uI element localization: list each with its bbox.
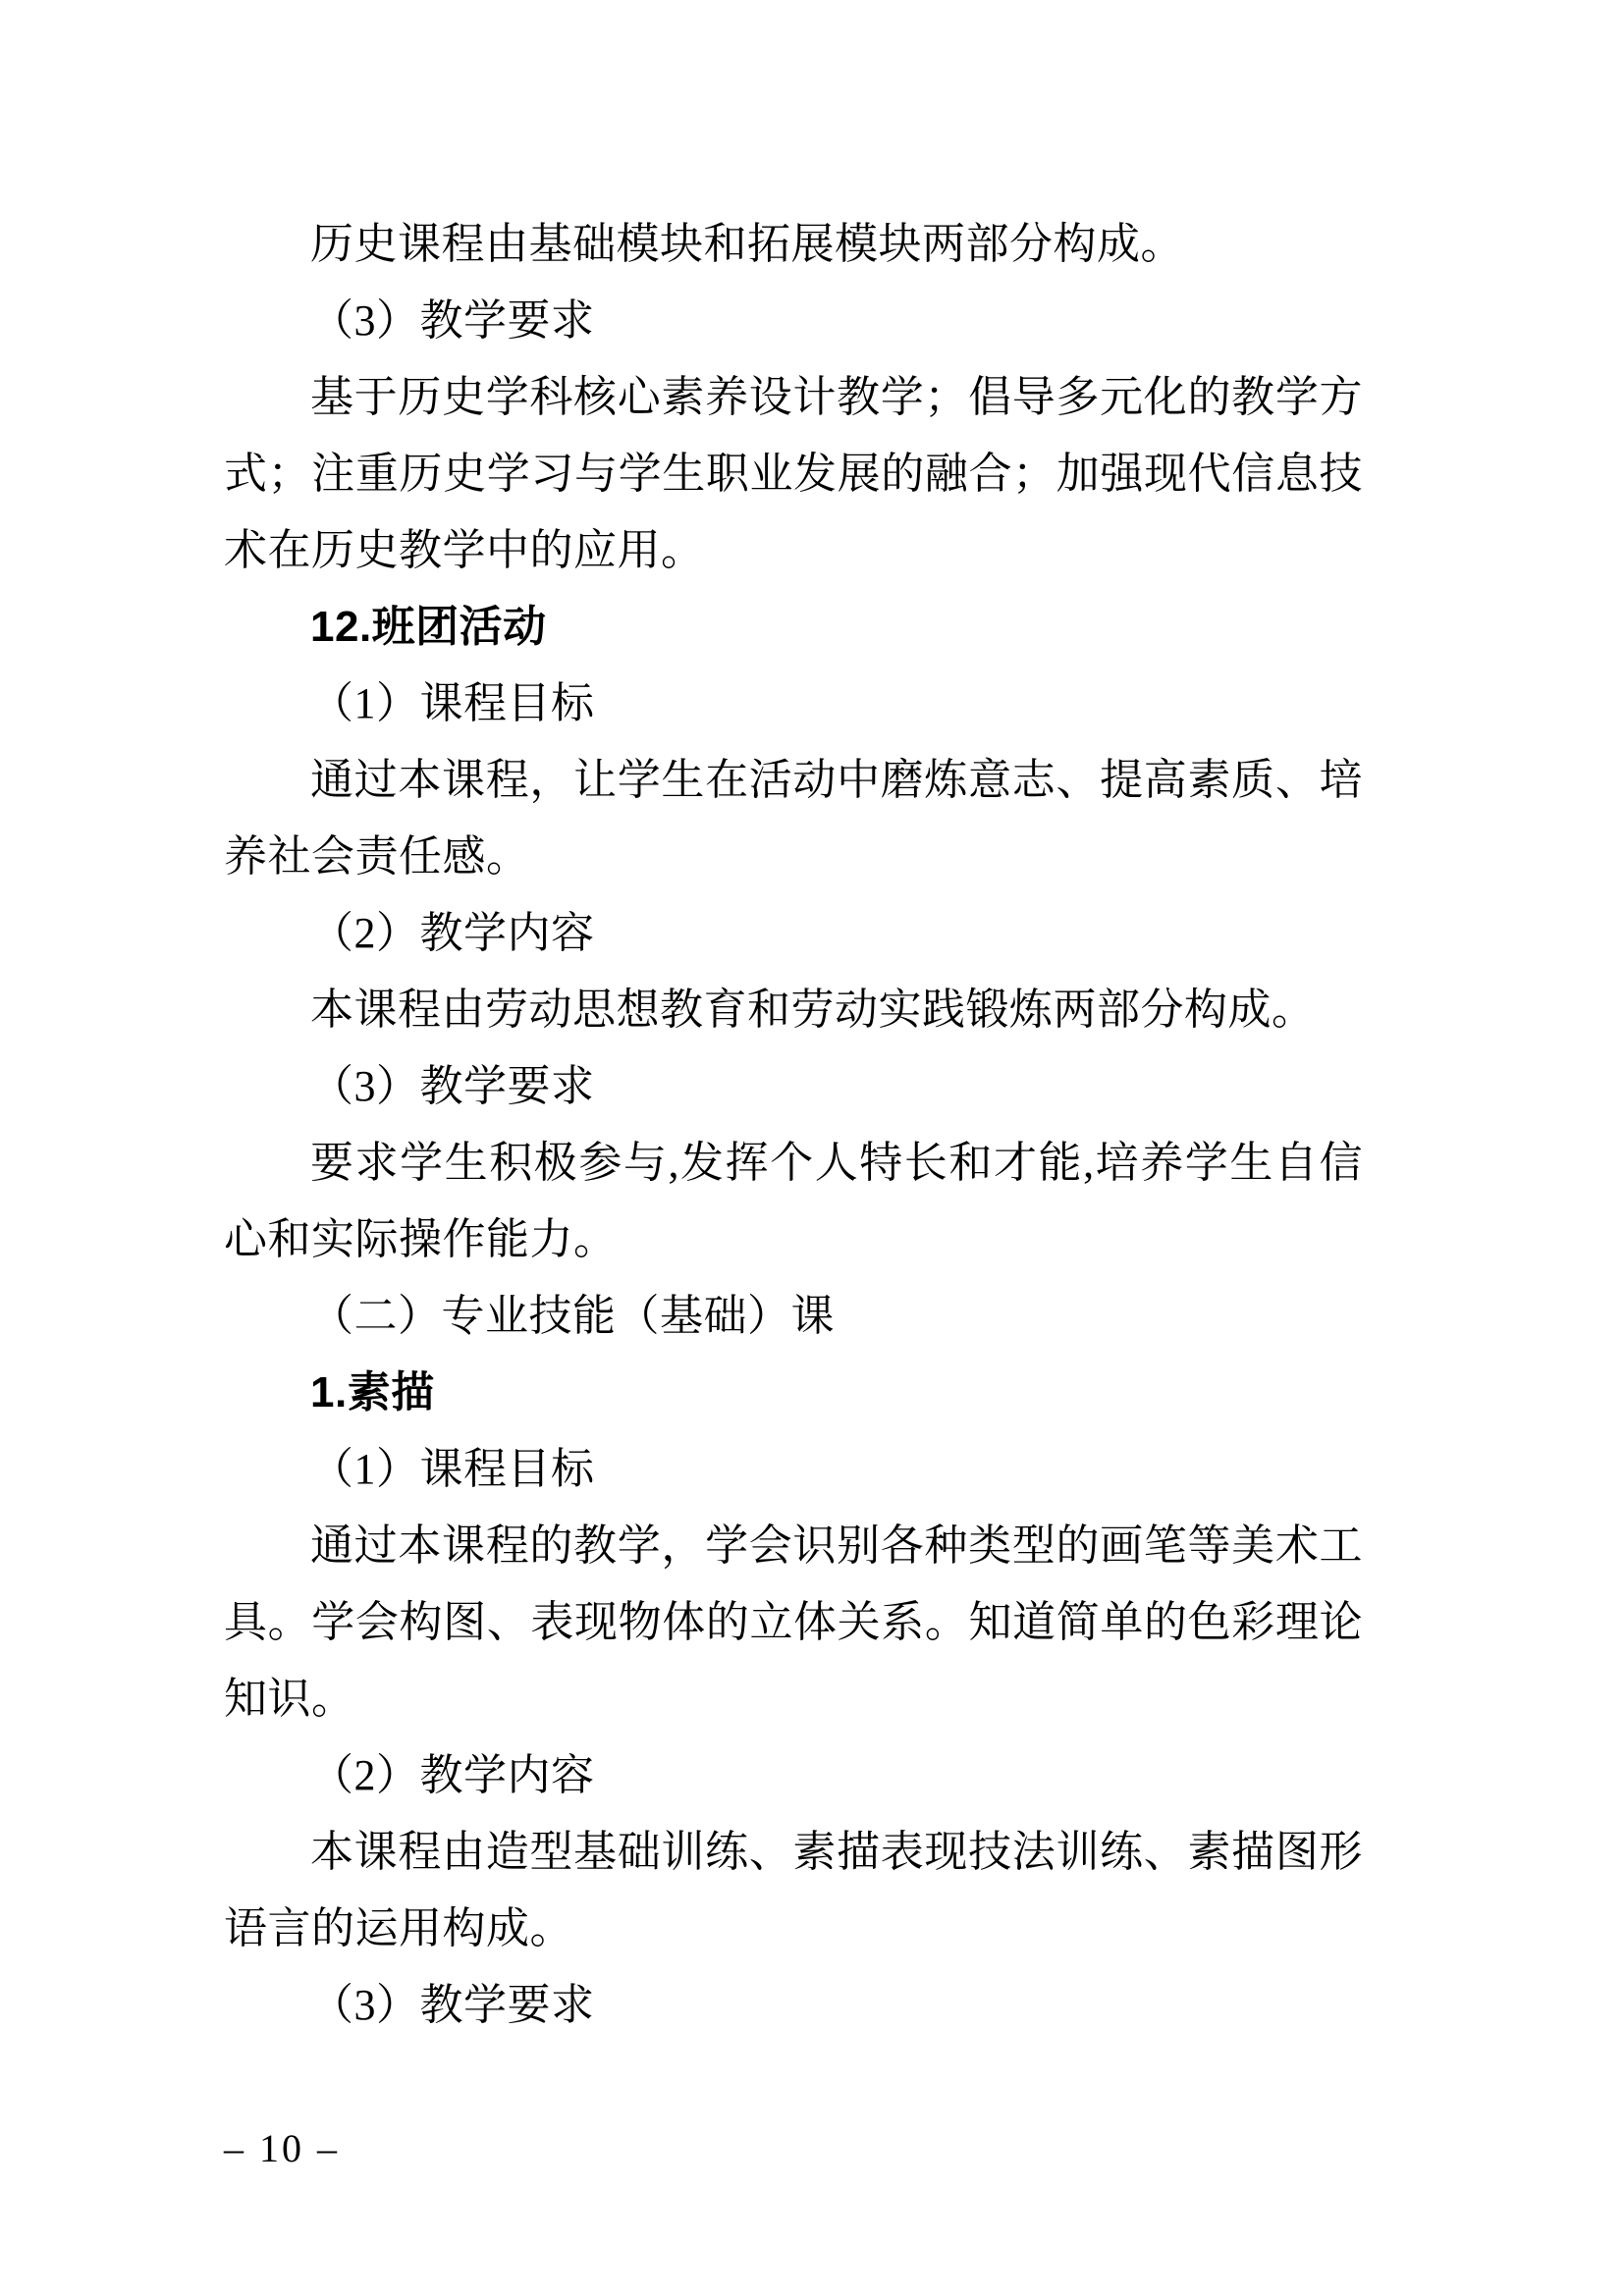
section-12-class-activities-heading: 12.班团活动 bbox=[310, 603, 547, 651]
section-2-professional-skills-heading: （二）专业技能（基础）课 bbox=[310, 1292, 835, 1340]
history-course-structure-text: 历史课程由基础模块和拓展模块两部分构成。 bbox=[310, 220, 1184, 268]
teaching-requirements-text-2: 要求学生积极参与,发挥个人特长和才能,培养学生自信心和实际操作能力。 bbox=[224, 1139, 1363, 1263]
document-body bbox=[224, 206, 1363, 2044]
teaching-content-text-2: 本课程由造型基础训练、素描表现技法训练、素描图形语言的运用构成。 bbox=[224, 1828, 1363, 1952]
course-objectives-heading-2: （1）课程目标 bbox=[310, 1445, 595, 1493]
teaching-content-heading: （2）教学内容 bbox=[310, 909, 595, 957]
course-objectives-text: 通过本课程，让学生在活动中磨炼意志、提高素质、培养社会责任感。 bbox=[224, 756, 1363, 881]
section-1-sketch-heading: 1.素描 bbox=[310, 1368, 435, 1416]
teaching-requirements-text: 基于历史学科核心素养设计教学；倡导多元化的教学方式；注重历史学习与学生职业发展的融合；加强现代信息技术在历史教学中的应用。 bbox=[224, 373, 1363, 574]
teaching-requirements-heading-2: （3）教学要求 bbox=[310, 1062, 595, 1110]
page-number: – 10 – bbox=[224, 2126, 340, 2170]
course-objectives-text-2: 通过本课程的教学，学会识别各种类型的画笔等美术工具。学会构图、表现物体的立体关系。知道简单的色彩理论知识。 bbox=[224, 1522, 1363, 1723]
teaching-content-heading-2: （2）教学内容 bbox=[310, 1751, 595, 1799]
teaching-requirements-heading-3: （3）教学要求 bbox=[310, 1981, 595, 2029]
teaching-requirements-heading: （3）教学要求 bbox=[310, 296, 595, 345]
course-objectives-heading: （1）课程目标 bbox=[310, 679, 595, 727]
teaching-content-text: 本课程由劳动思想教育和劳动实践锻炼两部分构成。 bbox=[310, 986, 1316, 1034]
